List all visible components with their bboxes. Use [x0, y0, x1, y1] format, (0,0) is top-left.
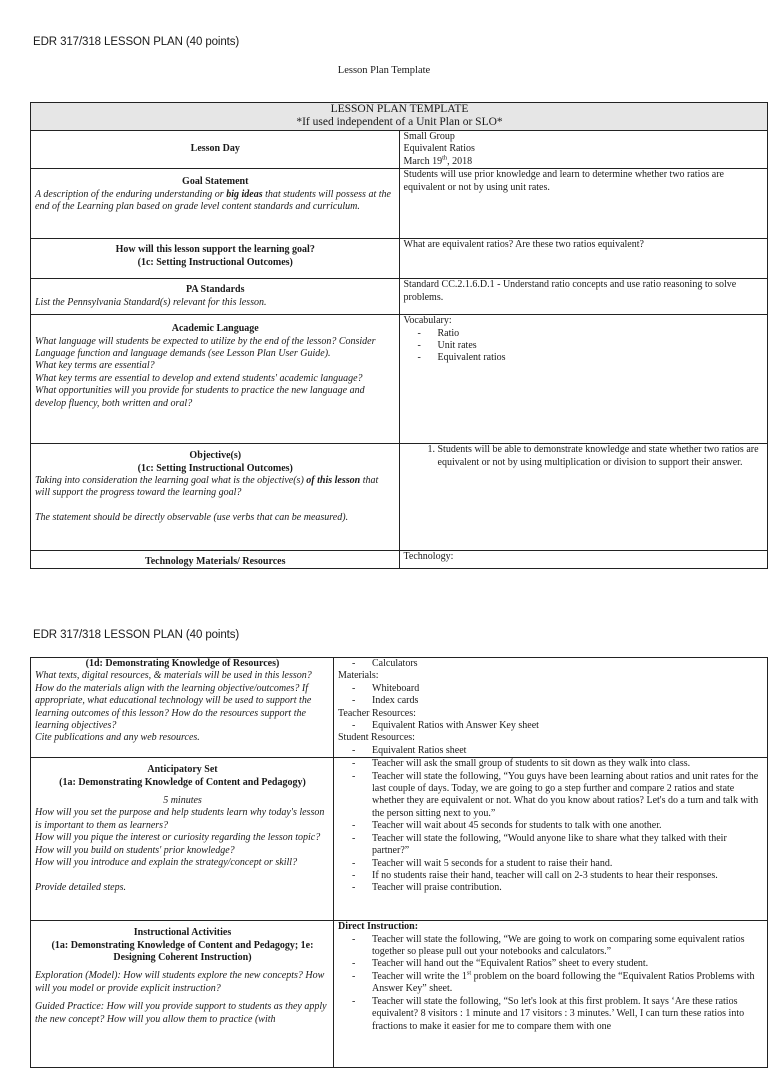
- resources-description: What texts, digital resources, & materials will be used in this lesson? How do the materials align with the learning objective/outcomes? If appropriate, what educational technology will be used to support the learning outcomes of this lesson? How do the resources support the learning objectives?: [35, 670, 312, 732]
- list-item: - Equivalent Ratios sheet: [352, 745, 764, 757]
- list-item: - Index cards: [352, 695, 764, 707]
- academic-language-desc-3: What key terms are essential to develop and extend students' academic language?: [35, 372, 363, 384]
- resources-description-2: Cite publications and any web resources.: [35, 732, 200, 744]
- pa-standards-value: Standard CC.2.1.6.D.1 - Understand ratio concepts and use ratio reasoning to solve problems.: [399, 279, 768, 315]
- pa-standards-description: List the Pennsylvania Standard(s) relevant for this lesson.: [35, 296, 267, 308]
- goal-statement-row: [31, 169, 768, 239]
- list-item: - Teacher will state the following, “Would anyone like to share what they talked with their partner?”: [352, 833, 764, 858]
- instructional-activities-row: [31, 921, 768, 1068]
- materials-label: Materials:: [338, 670, 379, 682]
- lesson-day-row: [31, 131, 768, 169]
- anticipatory-desc-2: How will you pique the interest or curiosity regarding the lesson topic?: [35, 832, 321, 844]
- list-item: - Teacher will hand out the “Equivalent Ratios” sheet to every student.: [352, 958, 764, 970]
- list-item: - Calculators: [352, 658, 764, 670]
- instructional-desc-2: Guided Practice: How will you provide support to students as they apply the new concept? How will you allow them to practice (with: [35, 1001, 327, 1025]
- technology-row: [31, 551, 768, 569]
- list-item: - Equivalent ratios: [418, 352, 765, 364]
- support-goal-row: [31, 239, 768, 279]
- list-item: - Teacher will praise contribution.: [352, 882, 764, 894]
- lesson-plan-table: [30, 102, 768, 569]
- technology-label: Technology Materials/ Resources: [144, 555, 286, 567]
- list-item: - Teacher will state the following, “So let's look at this first problem. It says ‘Are these ratios equivalent? 8 visitors : 1 minute and 17 visitors : 3 minutes.’ Well, I can turn these ratios into fractions to make it easier for me to compare them with one: [352, 996, 764, 1033]
- instructional-activities-label: Instructional Activities: [133, 927, 232, 939]
- academic-language-desc-4: What opportunities will you provide for students to practice the new language and develop fluency, both written and oral?: [35, 385, 365, 409]
- list-item: - Equivalent Ratios with Answer Key sheet: [352, 720, 764, 732]
- goal-statement-value: Students will use prior knowledge and learn to determine whether two ratios are equivalent or not by using unit rates.: [399, 169, 768, 239]
- vocabulary-label: Vocabulary:: [403, 315, 452, 327]
- list-item: - Teacher will state the following, “We are going to work on comparing some equivalent ratios together so please pull out your notebooks and calculators.”: [352, 934, 764, 959]
- lesson-day-date: March 19th, 2018: [403, 154, 473, 167]
- objectives-label: Objective(s): [189, 450, 242, 462]
- teacher-resources-list: [338, 720, 764, 732]
- table-title-row: [31, 103, 768, 131]
- lesson-day-topic: Equivalent Ratios: [403, 143, 475, 155]
- page-header: EDR 317/318 LESSON PLAN (40 points): [33, 36, 240, 48]
- instructional-activities-sublabel: (1a: Demonstrating Knowledge of Content and Pedagogy; 1e: Designing Coherent Instruction): [51, 939, 314, 964]
- list-item: - Teacher will state the following, “You guys have been learning about ratios and unit rates for the last couple of days. Today, we are going to go a step further and compare 2 ratios and state whether they are equivalent or not. What do you know about ratios? Let's do a turn and talk with the person sitting next to you.”: [352, 771, 764, 821]
- list-item: - Whiteboard: [352, 683, 764, 695]
- direct-instruction-label: Direct Instruction:: [338, 921, 419, 933]
- technology-list: [338, 658, 764, 670]
- objectives-row: [31, 444, 768, 551]
- objectives-description-2: The statement should be directly observable (use verbs that can be measured).: [35, 511, 349, 523]
- lesson-day-group: Small Group: [403, 131, 455, 142]
- resources-row: [31, 658, 768, 758]
- anticipatory-set-label: Anticipatory Set: [147, 764, 218, 776]
- anticipatory-desc-5: Provide detailed steps.: [35, 881, 126, 893]
- academic-language-desc-2: What key terms are essential?: [35, 360, 155, 372]
- pa-standards-label: PA Standards: [186, 284, 245, 296]
- objectives-description: Taking into consideration the learning goal what is the objective(s) of this lesson that will support the progress toward the learning goal?: [35, 475, 379, 499]
- goal-statement-label: Goal Statement: [182, 176, 249, 188]
- support-goal-value: What are equivalent ratios? Are these two ratios equivalent?: [399, 239, 768, 279]
- list-item: - Unit rates: [418, 340, 765, 352]
- lesson-plan-table-2: [30, 657, 768, 1068]
- teacher-resources-label: Teacher Resources:: [338, 707, 416, 719]
- objectives-list: [404, 444, 765, 469]
- list-item: - Teacher will write the 1st problem on the board following the “Equivalent Ratios Problems with Answer Key” sheet.: [352, 971, 764, 996]
- anticipatory-desc-4: How will you introduce and explain the strategy/concept or skill?: [35, 857, 298, 869]
- instructional-desc-1: Exploration (Model): How will students explore the new concepts? How will you model or provide explicit instruction?: [35, 970, 325, 994]
- direct-instruction-steps: [338, 934, 764, 1033]
- anticipatory-set-sublabel: (1a: Demonstrating Knowledge of Content and Pedagogy): [59, 776, 306, 788]
- anticipatory-desc-3: How will you build on students' prior knowledge?: [35, 844, 235, 856]
- anticipatory-set-time: 5 minutes: [163, 795, 202, 807]
- support-goal-sublabel: (1c: Setting Instructional Outcomes): [137, 256, 293, 268]
- goal-statement-description: A description of the enduring understanding or big ideas that students will possess at the end of the Learning plan based on grade level content standards and curriculum.: [35, 188, 391, 213]
- support-goal-label: How will this lesson support the learning goal?: [115, 244, 315, 256]
- list-item: - Teacher will wait about 45 seconds for students to talk with one another.: [352, 820, 764, 832]
- table-title-note: *If used independent of a Unit Plan or SLO*: [296, 115, 503, 128]
- anticipatory-set-row: [31, 758, 768, 921]
- academic-language-desc-1: What language will students be expected to utilize by the end of the lesson? Consider Language function and language demands (see Lesson Plan User Guide).: [35, 335, 376, 360]
- list-item: - Teacher will wait 5 seconds for a student to raise their hand.: [352, 858, 764, 870]
- objectives-sublabel: (1c: Setting Instructional Outcomes): [137, 462, 293, 474]
- pa-standards-row: [31, 279, 768, 315]
- table-title: LESSON PLAN TEMPLATE: [330, 103, 469, 115]
- academic-language-label: Academic Language: [171, 323, 259, 335]
- technology-value: Technology:: [399, 551, 768, 569]
- student-resources-list: [338, 745, 764, 757]
- list-item: 1. Students will be able to demonstrate knowledge and state whether two ratios are equivalent or not by using multiplication or division to support their answer.: [438, 444, 765, 469]
- lesson-day-label: Lesson Day: [190, 143, 240, 155]
- page-header-2: EDR 317/318 LESSON PLAN (40 points): [33, 629, 240, 641]
- document-subtitle: Lesson Plan Template: [337, 65, 431, 76]
- student-resources-label: Student Resources:: [338, 732, 415, 744]
- list-item: - Ratio: [418, 328, 765, 340]
- lesson-day-value: [399, 131, 768, 169]
- anticipatory-desc-1: How will you set the purpose and help students learn why today's lesson is important to them as learners?: [35, 807, 325, 831]
- list-item: - If no students raise their hand, teacher will call on 2-3 students to hear their responses.: [352, 870, 764, 882]
- academic-language-row: [31, 315, 768, 444]
- resources-label: (1d: Demonstrating Knowledge of Resources): [85, 658, 280, 669]
- list-item: - Teacher will ask the small group of students to sit down as they walk into class.: [352, 758, 764, 770]
- vocabulary-list: [404, 328, 765, 365]
- anticipatory-steps-list: [338, 758, 764, 894]
- materials-list: [338, 683, 764, 708]
